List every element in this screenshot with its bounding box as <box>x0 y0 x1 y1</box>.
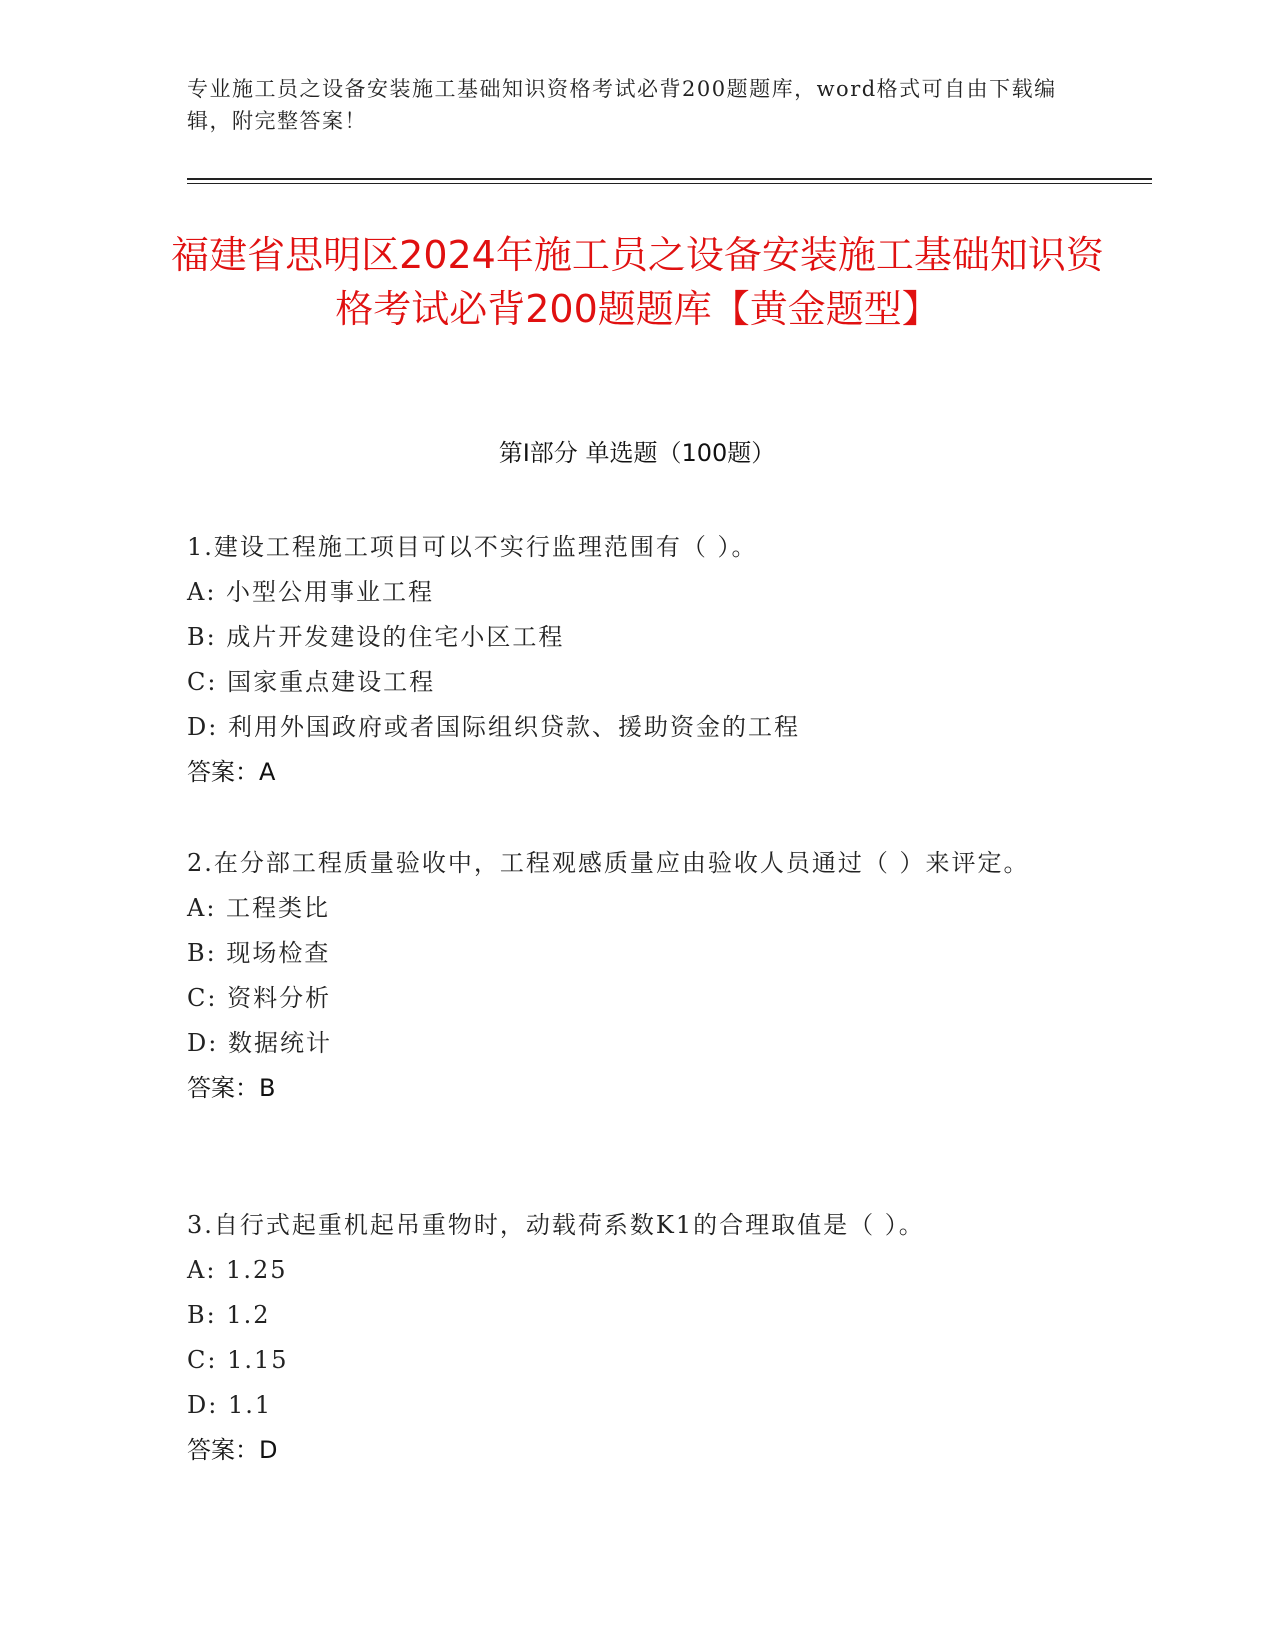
option-b: B: 成片开发建设的住宅小区工程 <box>187 623 565 651</box>
question-stem: 2.在分部工程质量验收中，工程观感质量应由验收人员通过（ ）来评定。 <box>187 849 1030 877</box>
question-stem: 3.自行式起重机起吊重物时，动载荷系数K1的合理取值是（ ）。 <box>187 1211 925 1239</box>
option-c: C: 国家重点建设工程 <box>187 668 436 696</box>
header-divider-thin <box>187 183 1152 184</box>
option-b: B: 现场检查 <box>187 939 331 967</box>
option-d: D: 1.1 <box>187 1391 273 1419</box>
header-note: 专业施工员之设备安装施工基础知识资格考试必背200题题库，word格式可自由下载编辑，附完整答案！ <box>187 77 1057 133</box>
question-3 <box>187 1203 1087 1473</box>
header-divider <box>187 178 1152 180</box>
question-2 <box>187 841 1087 1111</box>
option-d: D: 数据统计 <box>187 1029 332 1057</box>
answer: 答案：B <box>187 1074 276 1102</box>
answer: 答案：A <box>187 758 276 786</box>
question-stem: 1.建设工程施工项目可以不实行监理范围有（ ）。 <box>187 533 758 561</box>
option-c: C: 资料分析 <box>187 984 332 1012</box>
option-b: B: 1.2 <box>187 1301 271 1329</box>
answer: 答案：D <box>187 1436 278 1464</box>
document-title: 福建省思明区2024年施工员之设备安装施工基础知识资格考试必背200题题库【黄金题型】 <box>171 233 1104 331</box>
option-a: A: 小型公用事业工程 <box>187 578 435 606</box>
option-c: C: 1.15 <box>187 1346 289 1374</box>
option-d: D: 利用外国政府或者国际组织贷款、援助资金的工程 <box>187 713 800 741</box>
section-title: 第Ⅰ部分 单选题（100题） <box>498 439 776 467</box>
question-1 <box>187 525 1087 795</box>
option-a: A: 工程类比 <box>187 894 331 922</box>
option-a: A: 1.25 <box>187 1256 288 1284</box>
